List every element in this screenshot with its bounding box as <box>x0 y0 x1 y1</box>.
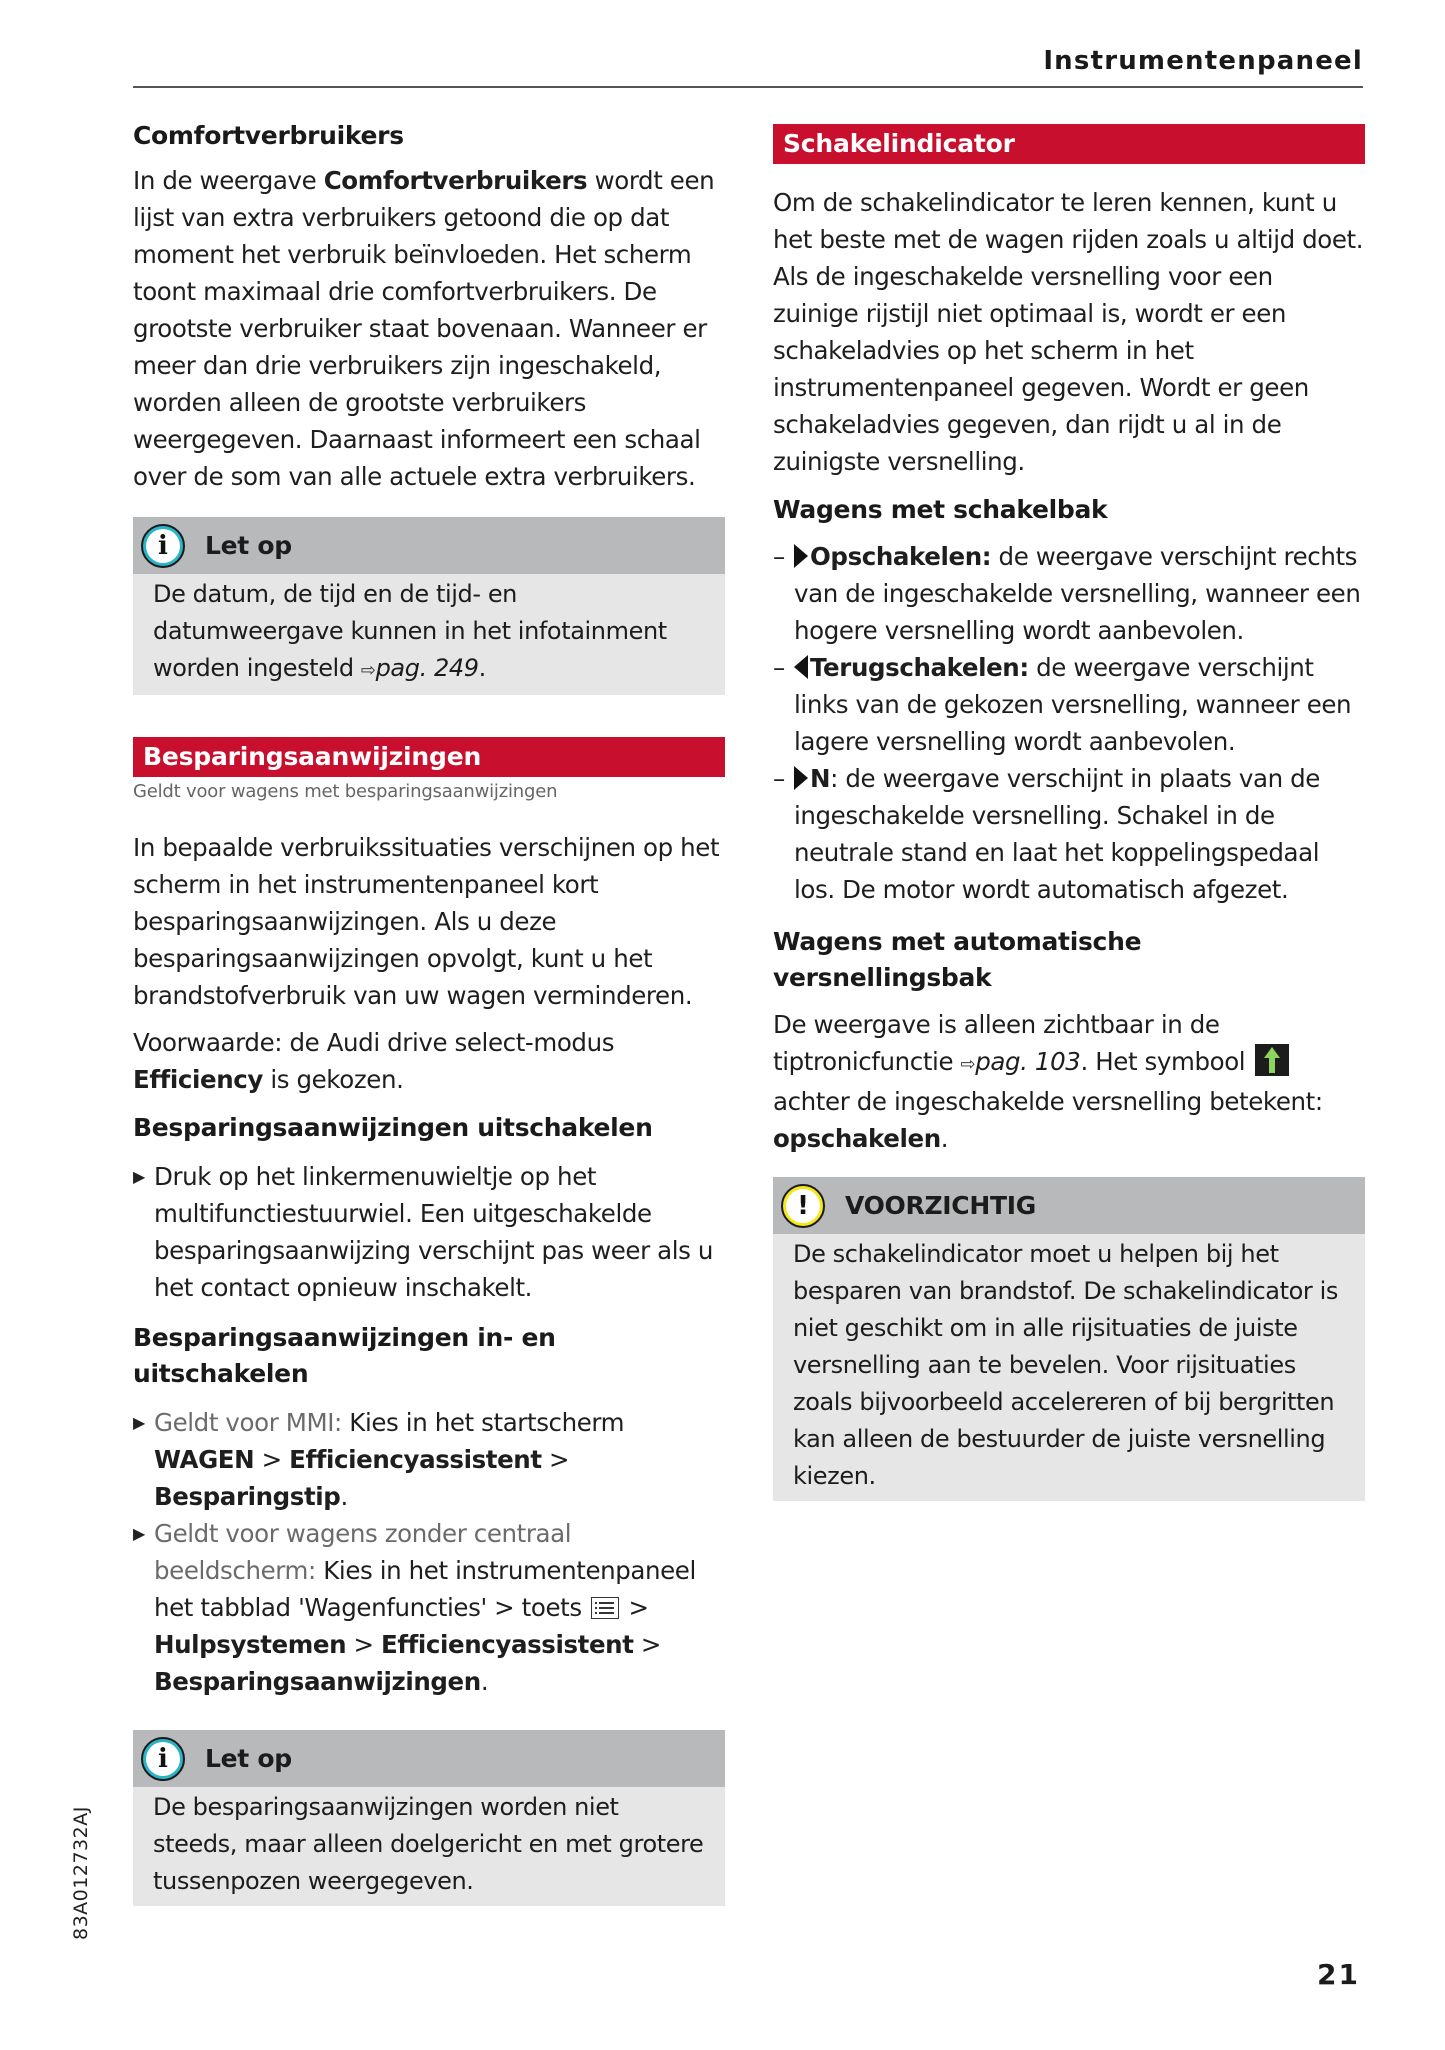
menu-list-icon <box>591 1597 619 1619</box>
right-column <box>773 124 1365 1501</box>
caution-box <box>773 1177 1365 1501</box>
text-run: is gekozen. <box>262 1065 404 1094</box>
page-number: 21 <box>1317 1958 1360 1991</box>
menu-path-item: Efficiencyassistent <box>289 1445 542 1474</box>
text-run: Kies in het instrumentenpaneel het tabblad 'Wagenfuncties' > toets <box>154 1556 696 1622</box>
menu-path-item: Besparingstip <box>154 1482 341 1511</box>
text-run: . <box>940 1124 949 1153</box>
note-body: De besparingsaanwijzingen worden niet steeds, maar alleen doelgericht en met grotere tussenpozen weergegeven. <box>153 1793 704 1895</box>
list-item-text <box>794 760 1365 908</box>
bold-term: N <box>810 764 831 793</box>
list-item-text <box>794 538 1365 649</box>
comfort-paragraph <box>133 162 725 495</box>
note-text: De datum, de tijd en de tijd- en datumweergave kunnen in het infotainment worden ingesteld <box>153 580 667 682</box>
menu-path-item: Besparingsaanwijzingen <box>154 1667 481 1696</box>
page-ref-arrow-icon: ⇨ <box>360 660 376 681</box>
automatic-paragraph <box>773 1006 1365 1157</box>
path-separator: > <box>621 1593 649 1622</box>
step-text <box>154 1404 725 1515</box>
manual-heading: Wagens met schakelbak <box>773 495 1108 524</box>
instruction-step <box>133 1158 725 1306</box>
section-title-savings: Besparingsaanwijzingen <box>133 737 725 777</box>
text-run: Voorwaarde: de Audi drive select-modus <box>133 1028 615 1057</box>
page-reference-link[interactable]: pag. 249 <box>375 654 479 682</box>
info-icon: i <box>141 524 185 568</box>
page-ref-arrow-icon: ⇨ <box>960 1054 976 1075</box>
document-code: 83A012732AJ <box>70 1806 92 1940</box>
list-item-upshift <box>773 538 1365 649</box>
list-item-downshift <box>773 649 1365 760</box>
note-box-savings <box>133 1730 725 1906</box>
step-triangle-icon: ▶ <box>133 1413 145 1432</box>
caution-body: De schakelindicator moet u helpen bij het besparen van brandstof. De schakelindicator is niet geschikt om in alle rijsituaties de juiste versnelling aan te bevelen. Voor rijsituaties zoals bijvoorbeeld accelereren of bij bergritten kan alleen de bestuurder de juiste versnelling kiezen. <box>793 1240 1338 1490</box>
automatic-heading: Wagens met automatische versnellingsbak <box>773 927 1142 992</box>
triangle-right-icon <box>794 544 808 568</box>
shift-paragraph: Om de schakelindicator te leren kennen, kunt u het beste met de wagen rijden zoals u altijd doet. Als de ingeschakelde versnelling voor een zuinige rijstijl niet optimaal is, wordt er een schakeladvies op het scherm in het instrumentenpaneel gegeven. Wordt er geen schakeladvies gegeven, dan rijdt u al in de zuinigste versnelling. <box>773 188 1364 476</box>
text-run: Kies in het startscherm <box>341 1408 625 1437</box>
text-run: : de weergave verschijnt in plaats van de ingeschakelde versnelling. Schakel in de neutrale stand en laat het koppelingspedaal los. De motor wordt automatisch afgezet. <box>794 764 1320 904</box>
info-icon: i <box>141 1737 185 1781</box>
bold-term: Opschakelen: <box>810 542 992 571</box>
text-run: wordt een lijst van extra verbruikers getoond die op dat moment het verbruik beïnvloeden. Het scherm toont maximaal drie comfortverbruikers. De grootste verbruiker staat bovenaan. Wanneer er meer dan drie verbruikers zijn ingeschakeld, worden alleen de grootste verbruikers weergegeven. Daarnaast informeert een schaal over de som van alle actuele extra verbruikers. <box>133 166 715 491</box>
caution-header <box>773 1177 1365 1234</box>
bold-term: Comfortverbruikers <box>323 166 588 195</box>
instruction-step-no-screen <box>133 1515 725 1700</box>
note-label: Let op <box>205 531 292 560</box>
savings-paragraph: In bepaalde verbruikssituaties verschijnen op het scherm in het instrumentenpaneel kort besparingsaanwijzingen. Als u deze besparingsaanwijzingen opvolgt, kunt u het brandstofverbruik van uw wagen verminderen. <box>133 833 720 1010</box>
list-dash: – <box>773 764 785 793</box>
comfort-heading: Comfortverbruikers <box>133 121 404 150</box>
path-separator: > <box>346 1630 382 1659</box>
shift-list <box>773 538 1365 908</box>
section-title-shift-indicator: Schakelindicator <box>773 124 1365 164</box>
triangle-left-icon <box>794 655 808 679</box>
list-dash: – <box>773 542 785 571</box>
left-column <box>133 118 725 1906</box>
menu-path-item: Hulpsystemen <box>154 1630 347 1659</box>
condition-label: Geldt voor wagens zonder centraal beeldscherm: <box>154 1519 572 1585</box>
list-item-neutral <box>773 760 1365 908</box>
text-run: de weergave verschijnt rechts van de ingeschakelde versnelling, wanneer een hogere versnelling wordt aanbevolen. <box>794 542 1361 645</box>
path-separator: > <box>541 1445 570 1474</box>
path-separator: > <box>254 1445 290 1474</box>
step-text <box>154 1515 725 1700</box>
text-run: . <box>480 1667 489 1696</box>
savings-condition <box>133 1024 725 1098</box>
note-header <box>133 1730 725 1787</box>
menu-path-item: WAGEN <box>154 1445 255 1474</box>
note-label: Let op <box>205 1744 292 1773</box>
condition-label: Geldt voor MMI: <box>154 1408 342 1437</box>
text-run: . Het symbool <box>1080 1047 1253 1076</box>
caution-label: VOORZICHTIG <box>845 1191 1036 1220</box>
applies-to-label: Geldt voor wagens met besparingsaanwijzingen <box>133 781 558 802</box>
path-separator: > <box>633 1630 662 1659</box>
step-text: Druk op het linkermenuwieltje op het multifunctiestuurwiel. Een uitgeschakelde besparingsaanwijzing verschijnt pas weer als u het contact opnieuw inschakelt. <box>154 1162 714 1302</box>
list-item-text <box>794 649 1365 760</box>
warning-icon: ! <box>781 1184 825 1228</box>
upshift-arrow-icon <box>1255 1044 1289 1076</box>
triangle-right-icon <box>794 766 808 790</box>
step-triangle-icon: ▶ <box>133 1167 145 1186</box>
menu-path-item: Efficiencyassistent <box>381 1630 634 1659</box>
text-run: In de weergave <box>133 166 324 195</box>
page-reference-link[interactable]: pag. 103 <box>975 1047 1081 1076</box>
text-run: achter de ingeschakelde versnelling betekent: <box>773 1087 1323 1116</box>
text-run: . <box>478 654 486 682</box>
text-run: . <box>340 1482 348 1511</box>
note-box-date <box>133 517 725 695</box>
list-dash: – <box>773 653 785 682</box>
note-header <box>133 517 725 574</box>
bold-term: opschakelen <box>773 1124 941 1153</box>
instruction-step-mmi <box>133 1404 725 1515</box>
toggle-heading: Besparingsaanwijzingen in- en uitschakelen <box>133 1323 556 1388</box>
text-run: de weergave verschijnt links van de gekozen versnelling, wanneer een lagere versnelling wordt aanbevolen. <box>794 653 1352 756</box>
step-triangle-icon: ▶ <box>133 1524 145 1543</box>
text-run: De weergave is alleen zichtbaar in de tiptronicfunctie <box>773 1010 1220 1076</box>
disable-heading: Besparingsaanwijzingen uitschakelen <box>133 1113 653 1142</box>
bold-term: Terugschakelen: <box>810 653 1029 682</box>
bold-term: Efficiency <box>133 1065 263 1094</box>
page-header <box>133 44 1363 88</box>
chapter-title: Instrumentenpaneel <box>1043 46 1363 76</box>
note-body <box>133 574 725 695</box>
